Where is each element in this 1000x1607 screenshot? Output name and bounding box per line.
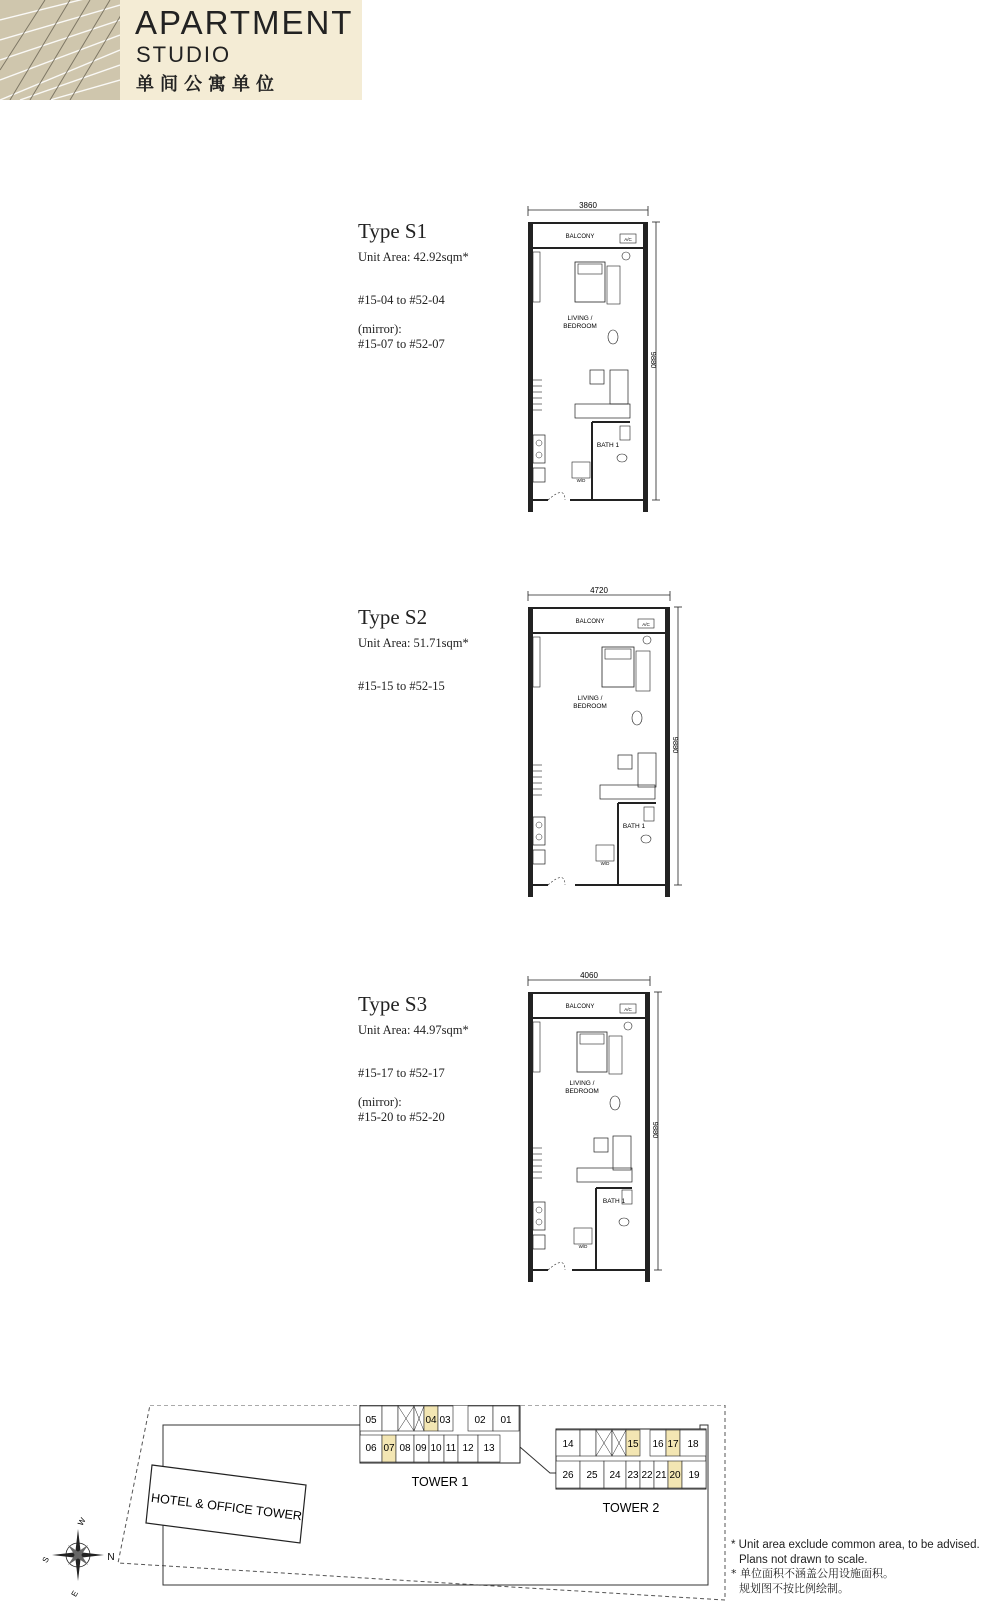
unit-17: 17	[667, 1439, 679, 1450]
tower-2	[556, 1429, 706, 1515]
mirror-label: (mirror):	[358, 1095, 402, 1109]
disclaimer-notes	[731, 1538, 980, 1596]
compass-icon	[41, 1516, 115, 1598]
mirror-range: #15-07 to #52-07	[358, 337, 445, 351]
bedroom-label: BEDROOM	[563, 323, 597, 330]
unit-type-name: Type S1	[358, 219, 428, 243]
bedroom-label: BEDROOM	[573, 703, 607, 710]
wd-label: W/D	[600, 861, 610, 866]
unit-info-s2	[358, 605, 538, 694]
unit-15: 15	[627, 1439, 639, 1450]
unit-area: Unit Area: 51.71sqm*	[358, 636, 469, 650]
unit-08: 08	[399, 1443, 411, 1454]
hotel-tower-label: HOTEL & OFFICE TOWER	[150, 1490, 303, 1524]
unit-07: 07	[383, 1443, 395, 1454]
unit-type-name: Type S2	[358, 605, 428, 629]
wd-label: W/D	[576, 478, 586, 483]
mirror-label: (mirror):	[358, 322, 402, 336]
note-line: Plans not drawn to scale.	[739, 1553, 868, 1566]
unit-13: 13	[483, 1443, 495, 1454]
unit-02: 02	[474, 1415, 486, 1426]
header-banner	[0, 0, 362, 100]
living-label: LIVING /	[567, 315, 593, 322]
note-line-chinese: 规划图不按比例绘制。	[739, 1581, 849, 1595]
width-dimension: 4060	[580, 971, 598, 980]
tower-1-label: TOWER 1	[411, 1475, 469, 1489]
unit-12: 12	[462, 1443, 474, 1454]
tower-1	[360, 1405, 520, 1489]
unit-26: 26	[562, 1470, 574, 1481]
depth-dimension: 9880	[671, 736, 680, 754]
unit-info-s3	[358, 992, 538, 1125]
unit-21: 21	[655, 1470, 667, 1481]
unit-11: 11	[445, 1443, 457, 1454]
width-dimension: 3860	[579, 201, 597, 210]
compass-s: S	[40, 1555, 52, 1565]
floor-plan-s1	[520, 200, 670, 525]
tower-2-label: TOWER 2	[602, 1501, 660, 1515]
compass-n: N	[107, 1552, 115, 1563]
unit-22: 22	[641, 1470, 653, 1481]
page-title-chinese: 单间公寓单位	[136, 74, 280, 95]
unit-19: 19	[688, 1470, 700, 1481]
balcony-label: BALCONY	[565, 234, 595, 240]
unit-05: 05	[365, 1415, 377, 1426]
unit-06: 06	[365, 1443, 377, 1454]
bath-label: BATH 1	[596, 442, 620, 449]
unit-range: #15-04 to #52-04	[358, 293, 445, 307]
unit-20: 20	[669, 1470, 681, 1481]
floor-plan-s3	[520, 970, 680, 1295]
unit-18: 18	[687, 1439, 699, 1450]
bath-label: BATH 1	[602, 1198, 626, 1205]
depth-dimension: 9880	[651, 1121, 660, 1139]
unit-10: 10	[430, 1443, 442, 1454]
mirror-range: #15-20 to #52-20	[358, 1110, 445, 1124]
bedroom-label: BEDROOM	[565, 1088, 599, 1095]
depth-dimension: 9880	[649, 351, 658, 369]
width-dimension: 4720	[590, 586, 608, 595]
page-subtitle: STUDIO	[136, 42, 232, 67]
balcony-label: BALCONY	[575, 619, 605, 625]
floor-plan-s2	[520, 585, 700, 910]
building-facade-image	[0, 0, 120, 100]
unit-range: #15-17 to #52-17	[358, 1066, 445, 1080]
unit-03: 03	[439, 1415, 451, 1426]
unit-04: 04	[425, 1415, 437, 1426]
unit-25: 25	[586, 1470, 598, 1481]
unit-14: 14	[562, 1439, 574, 1450]
unit-24: 24	[609, 1470, 621, 1481]
wd-label: W/D	[578, 1244, 588, 1249]
ac-label: A/C	[642, 622, 650, 627]
unit-area: Unit Area: 44.97sqm*	[358, 1023, 469, 1037]
unit-23: 23	[627, 1470, 639, 1481]
ac-label: A/C	[624, 1007, 632, 1012]
hotel-office-tower	[146, 1465, 306, 1543]
unit-09: 09	[415, 1443, 427, 1454]
unit-type-name: Type S3	[358, 992, 428, 1016]
compass-e: E	[69, 1589, 81, 1599]
unit-range: #15-15 to #52-15	[358, 679, 445, 693]
unit-01: 01	[500, 1415, 512, 1426]
compass-w: W	[76, 1516, 88, 1528]
living-label: LIVING /	[577, 695, 603, 702]
note-line-chinese: * 单位面积不涵盖公用设施面积。	[731, 1567, 894, 1580]
bath-label: BATH 1	[622, 823, 646, 830]
unit-16: 16	[652, 1439, 664, 1450]
page-title: APARTMENT	[135, 4, 354, 41]
ac-label: A/C	[624, 237, 632, 242]
unit-info-s1	[358, 219, 538, 352]
unit-area: Unit Area: 42.92sqm*	[358, 250, 469, 264]
note-line: * Unit area exclude common area, to be advised.	[731, 1539, 980, 1551]
balcony-label: BALCONY	[565, 1004, 595, 1010]
living-label: LIVING /	[569, 1080, 595, 1087]
